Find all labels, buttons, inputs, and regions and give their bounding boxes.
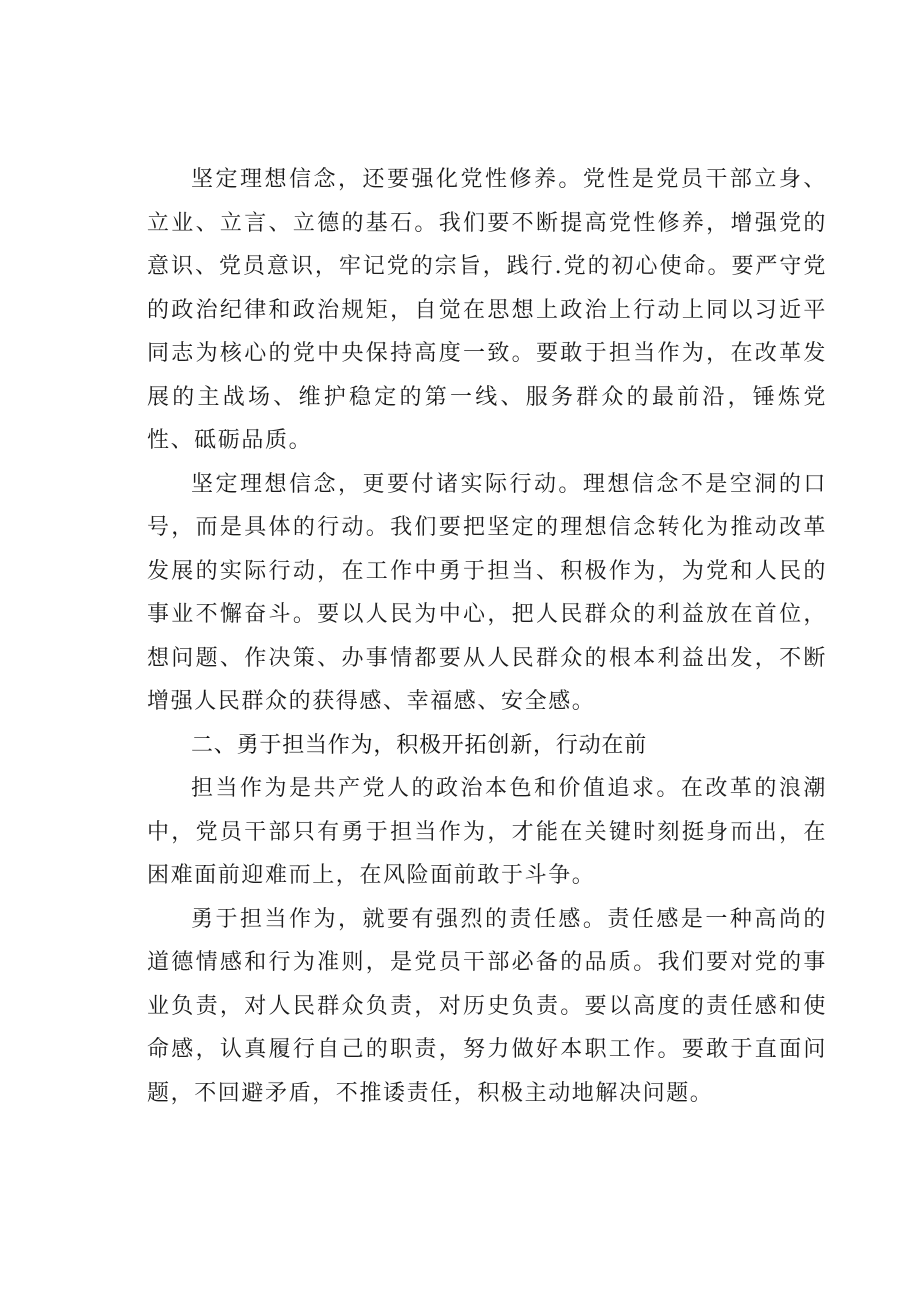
paragraph-sense-of-responsibility: 勇于担当作为，就要有强烈的责任感。责任感是一种高尚的道德情感和行为准则，是党员干部必备的品质。我们要对党的事业负责，对人民群众负责，对历史负责。要以高度的责任感和使命感，认真履行自己的职责，努力做好本职工作。要敢于直面问题，不回避矛盾，不推诿责任，积极主动地解决问题。 <box>147 906 827 1106</box>
section-heading-2: 二、勇于担当作为，积极开拓创新，行动在前 <box>191 732 648 758</box>
document-body <box>147 158 827 1115</box>
paragraph-practical-action: 坚定理想信念，更要付诸实际行动。理想信念不是空洞的口号，而是具体的行动。我们要把坚定的理想信念转化为推动改革发展的实际行动，在工作中勇于担当、积极作为，为党和人民的事业不懈奋斗。要以人民为中心，把人民群众的利益放在首位，想问题、作决策、办事情都要从人民群众的根本利益出发，不断增强人民群众的获得感、幸福感、安全感。 <box>147 471 827 714</box>
paragraph-party-spirit: 坚定理想信念，还要强化党性修养。党性是党员干部立身、立业、立言、立德的基石。我们要不断提高党性修养，增强党的意识、党员意识，牢记党的宗旨，践行.党的初心使命。要严守党的政治纪律和政治规矩，自觉在思想上政治上行动上同以习近平同志为核心的党中央保持高度一致。要敢于担当作为，在改革发展的主战场、维护稳定的第一线、服务群众的最前沿，锤炼党性、砥砺品质。 <box>147 167 827 453</box>
paragraph-responsibility-intro: 担当作为是共产党人的政治本色和价值追求。在改革的浪潮中，党员干部只有勇于担当作为，才能在关键时刻挺身而出，在困难面前迎难而上，在风险面前敢于斗争。 <box>147 776 827 888</box>
